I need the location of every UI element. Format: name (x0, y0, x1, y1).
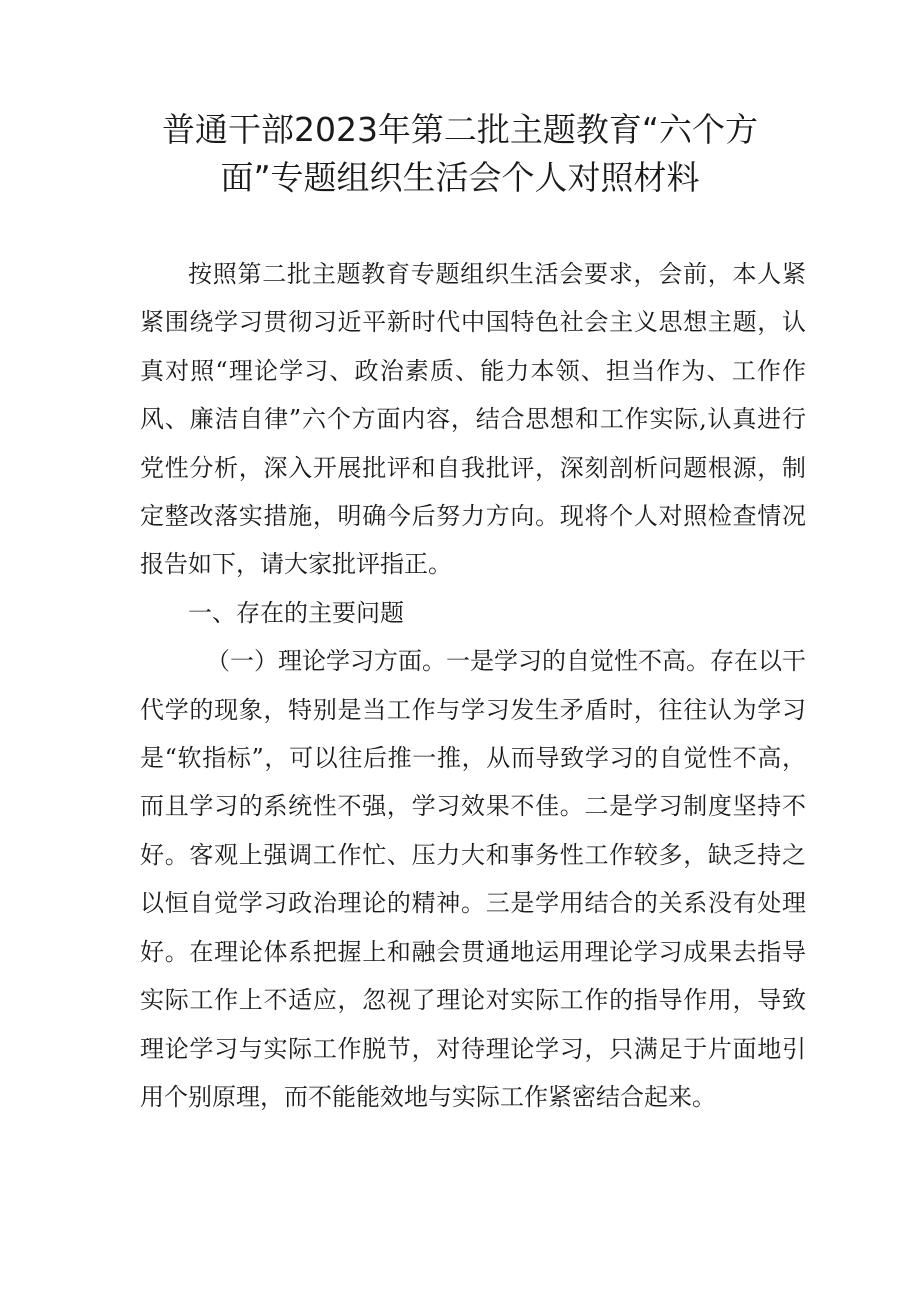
section-heading: 一、存在的主要问题 (188, 598, 404, 627)
intro-paragraph: 按照第二批主题教育专题组织生活会要求，会前，本人紧紧围绕学习贯彻习近平新时代中国特色社会主义思想主题，认真对照“理论学习、政治素质、能力本领、担当作为、工作作风、廉洁自律”六个方面内容，结合思想和工作实际,认真进行党性分析，深入开展批评和自我批评，深刻剖析问题根源，制定整改落实措施，明确今后努力方向。现将个人对照检查情况报告如下，请大家批评指正。 (140, 260, 806, 579)
title-line-2: 面”专题组织生活会个人对照材料 (220, 158, 700, 197)
document-body (140, 250, 806, 1121)
title-line-1: 普通干部2023年第二批主题教育“六个方 (161, 110, 759, 149)
document-title (120, 106, 800, 202)
subsection-paragraph: （一）理论学习方面。一是学习的自觉性不高。存在以干代学的现象，特别是当工作与学习发生矛盾时，往往认为学习是“软指标”，可以往后推一推，从而导致学习的自觉性不高，而且学习的系统性不强，学习效果不佳。二是学习制度坚持不好。客观上强调工作忙、压力大和事务性工作较多，缺乏持之以恒自觉学习政治理论的精神。三是学用结合的关系没有处理好。在理论体系把握上和融会贯通地运用理论学习成果去指导实际工作上不适应，忽视了理论对实际工作的指导作用，导致理论学习与实际工作脱节，对待理论学习，只满足于片面地引用个别原理，而不能能效地与实际工作紧密结合起来。 (140, 647, 806, 1111)
